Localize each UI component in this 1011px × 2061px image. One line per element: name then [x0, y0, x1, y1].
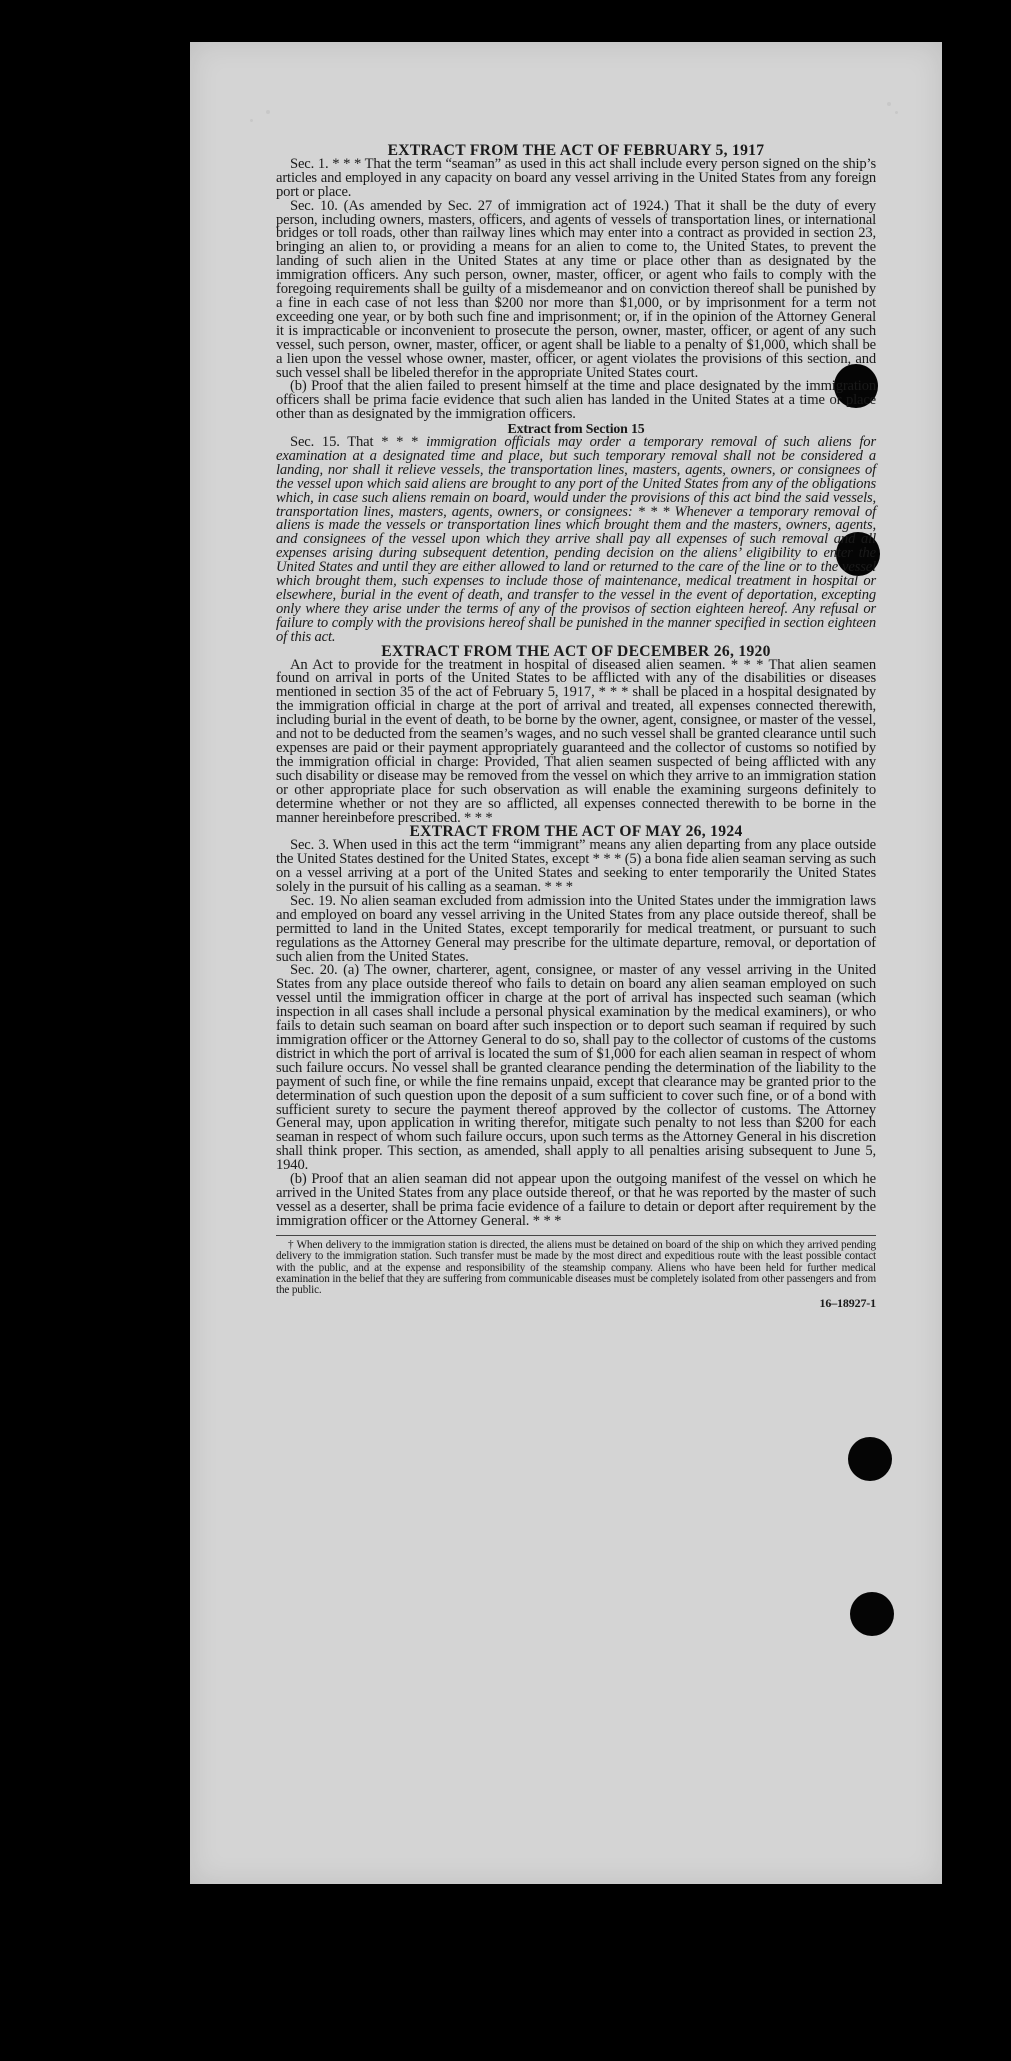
paragraph-sec-19: Sec. 19. No alien seaman excluded from admission into the United States under the immigration laws and employed on board any vessel arriving in the United States from any place outside thereof, shall be permitted to land in the United States, except temporarily for medical treatment, or pursuant to such regulations as the Attorney General may prescribe for the ultimate departure, removal, or deportation of such alien from the United States.: [276, 892, 876, 965]
footnote-text: † When delivery to the immigration station is directed, the aliens must be detained on board of the ship on which they arrived pending delivery to the immigration station. Such transfer must be made by the most direct and expeditious route with the least possible contact with the public, and at the expense and responsibility of the steamship company. Aliens who have been held for further medical examination in the belief that they are suffering from communicable diseases must be completely isolated from other passengers and from the public.: [276, 1238, 876, 1297]
heading-section-15: Extract from Section 15: [507, 421, 645, 437]
paragraph-sec-10: Sec. 10. (As amended by Sec. 27 of immigration act of 1924.) That it shall be the duty of every person, including owners, masters, officers, and agents of vessels of transportation lines, or international bridges or toll roads, other than railway lines which may enter into a contract as provided in section 23, bringing an alien to, or providing a means for an alien to come to, the United States, to prevent the landing of such alien in the United States at any time or place other than as designated by the immigration officers. Any such person, owner, master, officer, or agent who fails to comply with the foregoing requirements shall be guilty of a misdemeanor and on conviction thereof shall be punished by a fine in each case of not less than $200 nor more than $1,000, or by imprisonment for a term not exceeding one year, or by both such fine and imprisonment; or, if in the opinion of the Attorney General it is impracticable or inconvenient to prosecute the person, owner, master, officer, or agent of any such vessel, such person, owner, master, officer, or agent shall be liable to a penalty of $1,000, which shall be a lien upon the vessel whose owner, master, officer, or agent violates the provisions of this section, and such vessel shall be libeled therefor in the appropriate United States court.: [276, 197, 876, 381]
sec-15-lead: Sec. 15. That * * *: [290, 434, 427, 451]
heading-act-1924: EXTRACT FROM THE ACT OF MAY 26, 1924: [409, 823, 743, 841]
punch-hole: [850, 1592, 894, 1636]
paragraph-sec-3: Sec. 3. When used in this act the term “immigrant” means any alien departing from any place outside the United States destined for the United States, except * * * (5) a bona fide alien seaman serving as such on a vessel arriving at a port of the United States and seeking to enter temporarily the United States solely in the pursuit of his calling as a seaman. * * *: [276, 837, 876, 896]
paragraph-sec-15: [276, 436, 876, 645]
form-code: 16–18927-1: [819, 1295, 876, 1310]
punch-hole: [848, 1437, 892, 1481]
scan-speck: [250, 119, 253, 122]
heading-act-1920: EXTRACT FROM THE ACT OF DECEMBER 26, 1920: [381, 642, 771, 660]
sec-15-body: immigration officials may order a temporary removal of such aliens for examination at a designated time and place, but such temporary removal shall not be considered a landing, nor shall it relieve vessels, the transportation lines, masters, agents, owners, or consignees of the vessel upon which said aliens are brought to any port of the United States from any of the obligations which, in case such aliens remain on board, would under the provisions of this act bind the said vessels, transportation lines, masters, agents, owners, or consignees: * * * Whenever a temporary removal of aliens is made the vessels or transportation lines which brought them and the masters, owners, agents, and consignees of the vessel upon which they arrive shall pay all expenses of such removal and all expenses arising during subsequent detention, pending decision on the aliens’ eligibility to enter the United States and until they are either allowed to land or returned to the care of the line or to the vessel which brought them, such expenses to include those of maintenance, medical treatment in hospital or elsewhere, burial in the event of death, and transfer to the vessel in the event of deportation, excepting only where they arise under the terms of any of the provisos of section eighteen hereof. Any refusal or failure to comply with the provisions hereof shall be punished in the manner specified in section eighteen of this act.: [276, 434, 876, 645]
document-page: [190, 42, 942, 1884]
paragraph-sec-20-a: Sec. 20. (a) The owner, charterer, agent, consignee, or master of any vessel arriving in the United States from any place outside thereof who fails to detain on board any alien seaman employed on such vessel until the immigration officer in charge at the port of arrival has inspected such seaman (which inspection in all cases shall include a personal physical examination by the medical examiners), or who fails to detain such seaman on board after such inspection or to deport such seaman if required by such immigration officer or the Attorney General to do so, shall pay to the collector of customs of the customs district in which the port of arrival is located the sum of $1,000 for each alien seaman in respect of whom such failure occurs. No vessel shall be granted clearance pending the determination of the liability to the payment of such fine, or while the fine remains unpaid, except that clearance may be granted prior to the determination of such question upon the deposit of a sum sufficient to cover such fine, or of a bond with sufficient surety to secure the payment thereof approved by the collector of customs. The Attorney General may, upon application in writing therefor, mitigate such penalty to not less than $200 for each seaman in respect of whom such failure occurs, upon such terms as the Attorney General in his discretion shall think proper. This section, as amended, shall apply to all penalties arising subsequent to June 5, 1940.: [276, 962, 876, 1174]
paragraph-sec-20-b: (b) Proof that an alien seaman did not appear upon the outgoing manifest of the vessel on which he arrived in the United States from any place outside thereof, or that he was reported by the master of such vessel as a deserter, shall be prima facie evidence of a failure to detain or deport after requirement by the immigration officer or the Attorney General. * * *: [276, 1171, 876, 1229]
paragraph-sec-10-b: (b) Proof that the alien failed to present himself at the time and place designated by the immigration officers shall be prima facie evidence that such alien has landed in the United States at a time or place other than as designated by the immigration officers.: [276, 378, 876, 423]
heading-act-1917: EXTRACT FROM THE ACT OF FEBRUARY 5, 1917: [387, 142, 765, 159]
scan-speck: [887, 102, 891, 106]
document-text: [276, 144, 876, 1311]
scan-speck: [266, 110, 270, 114]
paragraph-act-1920: An Act to provide for the treatment in hospital of diseased alien seamen. * * * That alien seamen found on arrival in ports of the United States to be afflicted with any of the disabilities or diseases mentioned in section 35 of the act of February 5, 1917, * * * shall be placed in a hospital designated by the immigration official in charge at the port of arrival and treated, all expenses connected therewith, including burial in the event of death, to be borne by the owner, agent, consignee, or master of the vessel, and not to be deducted from the seamen’s wages, and no such vessel shall be granted clearance until such expenses are paid or their payment appropriately guaranteed and the collector of customs so notified by the immigration official in charge: Provided, That alien seamen suspected of being afflicted with any such disability or disease may be removed from the vessel on which they arrive to an immigration station or other appropriate place for such observation as will enable the examining surgeons definitely to determine whether or not they are so afflicted, all expenses connected therewith to be borne in the manner hereinbefore prescribed. * * *: [276, 656, 876, 826]
paragraph-sec-1: Sec. 1. * * * That the term “seaman” as used in this act shall include every person signed on the ship’s articles and employed in any capacity on board any vessel arriving in the United States from any foreign port or place.: [276, 155, 876, 200]
scan-speck: [895, 111, 898, 114]
footnote: [276, 1235, 876, 1297]
